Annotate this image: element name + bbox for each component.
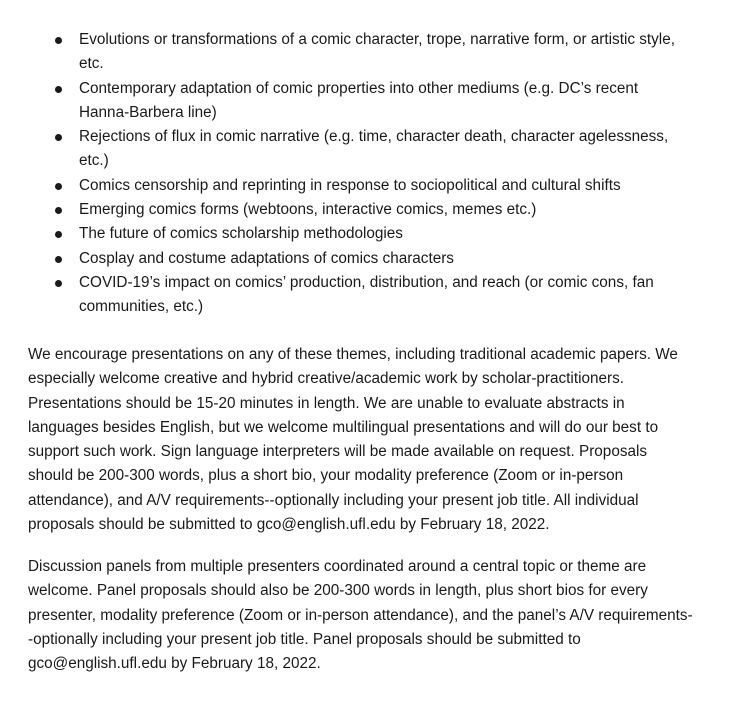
list-item [0, 222, 730, 246]
bullet-icon [55, 183, 62, 190]
bullet-icon [55, 231, 62, 238]
bullet-icon [55, 207, 62, 214]
list-item [0, 28, 730, 77]
bullet-icon [55, 256, 62, 263]
list-item-text: COVID-19’s impact on comics’ production, distribution, and reach (or comic cons, fan communities, etc.) [79, 273, 654, 316]
list-item [0, 247, 730, 271]
list-item-text: Rejections of flux in comic narrative (e.g. time, character death, character agelessness, etc.) [79, 128, 669, 170]
list-item-text: Contemporary adaptation of comic properties into other mediums (e.g. DC’s recent Hanna-Barbera line) [79, 79, 639, 121]
presentations-paragraph: We encourage presentations on any of these themes, including traditional academic papers. We especially welcome creative and hybrid creative/academic work by scholar-practitioners. Presentations should be 15-20 minutes in length. We are unable to evaluate abstracts in languages besides English, but we welcome multilingual presentations and will do our best to support such work. Sign language interpreters will be made available on request. Proposals should be 200-300 words, plus a short bio, your modality preference (Zoom or in-person attendance), and A/V requirements--optionally including your present job title. All individual proposals should be submitted to gco@english.ufl.edu by February 18, 2022. [28, 346, 678, 534]
bullet-icon [55, 86, 62, 93]
bullet-icon [55, 134, 62, 141]
list-item [0, 271, 730, 320]
list-item [0, 77, 730, 126]
list-item [0, 174, 730, 198]
list-item-text: The future of comics scholarship methodologies [79, 225, 403, 243]
list-item [0, 198, 730, 222]
bullet-icon [55, 37, 62, 44]
panels-paragraph: Discussion panels from multiple presenters coordinated around a central topic or theme are welcome. Panel proposals should also be 200-300 words in length, plus short bios for every presenter, modality preference (Zoom or in-person attendance), and the panel’s A/V requirements--optionally including your present job title. Panel proposals should be submitted to gco@english.ufl.edu by February 18, 2022. [28, 558, 693, 673]
list-item-text: Cosplay and costume adaptations of comics characters [79, 249, 454, 267]
bullet-icon [55, 280, 62, 287]
list-item-text: Comics censorship and reprinting in response to sociopolitical and cultural shifts [79, 176, 621, 194]
list-item-text: Evolutions or transformations of a comic character, trope, narrative form, or artistic style, etc. [79, 31, 675, 73]
list-item-text: Emerging comics forms (webtoons, interactive comics, memes etc.) [79, 201, 537, 219]
topic-bullet-list [0, 28, 730, 320]
list-item [0, 125, 730, 174]
